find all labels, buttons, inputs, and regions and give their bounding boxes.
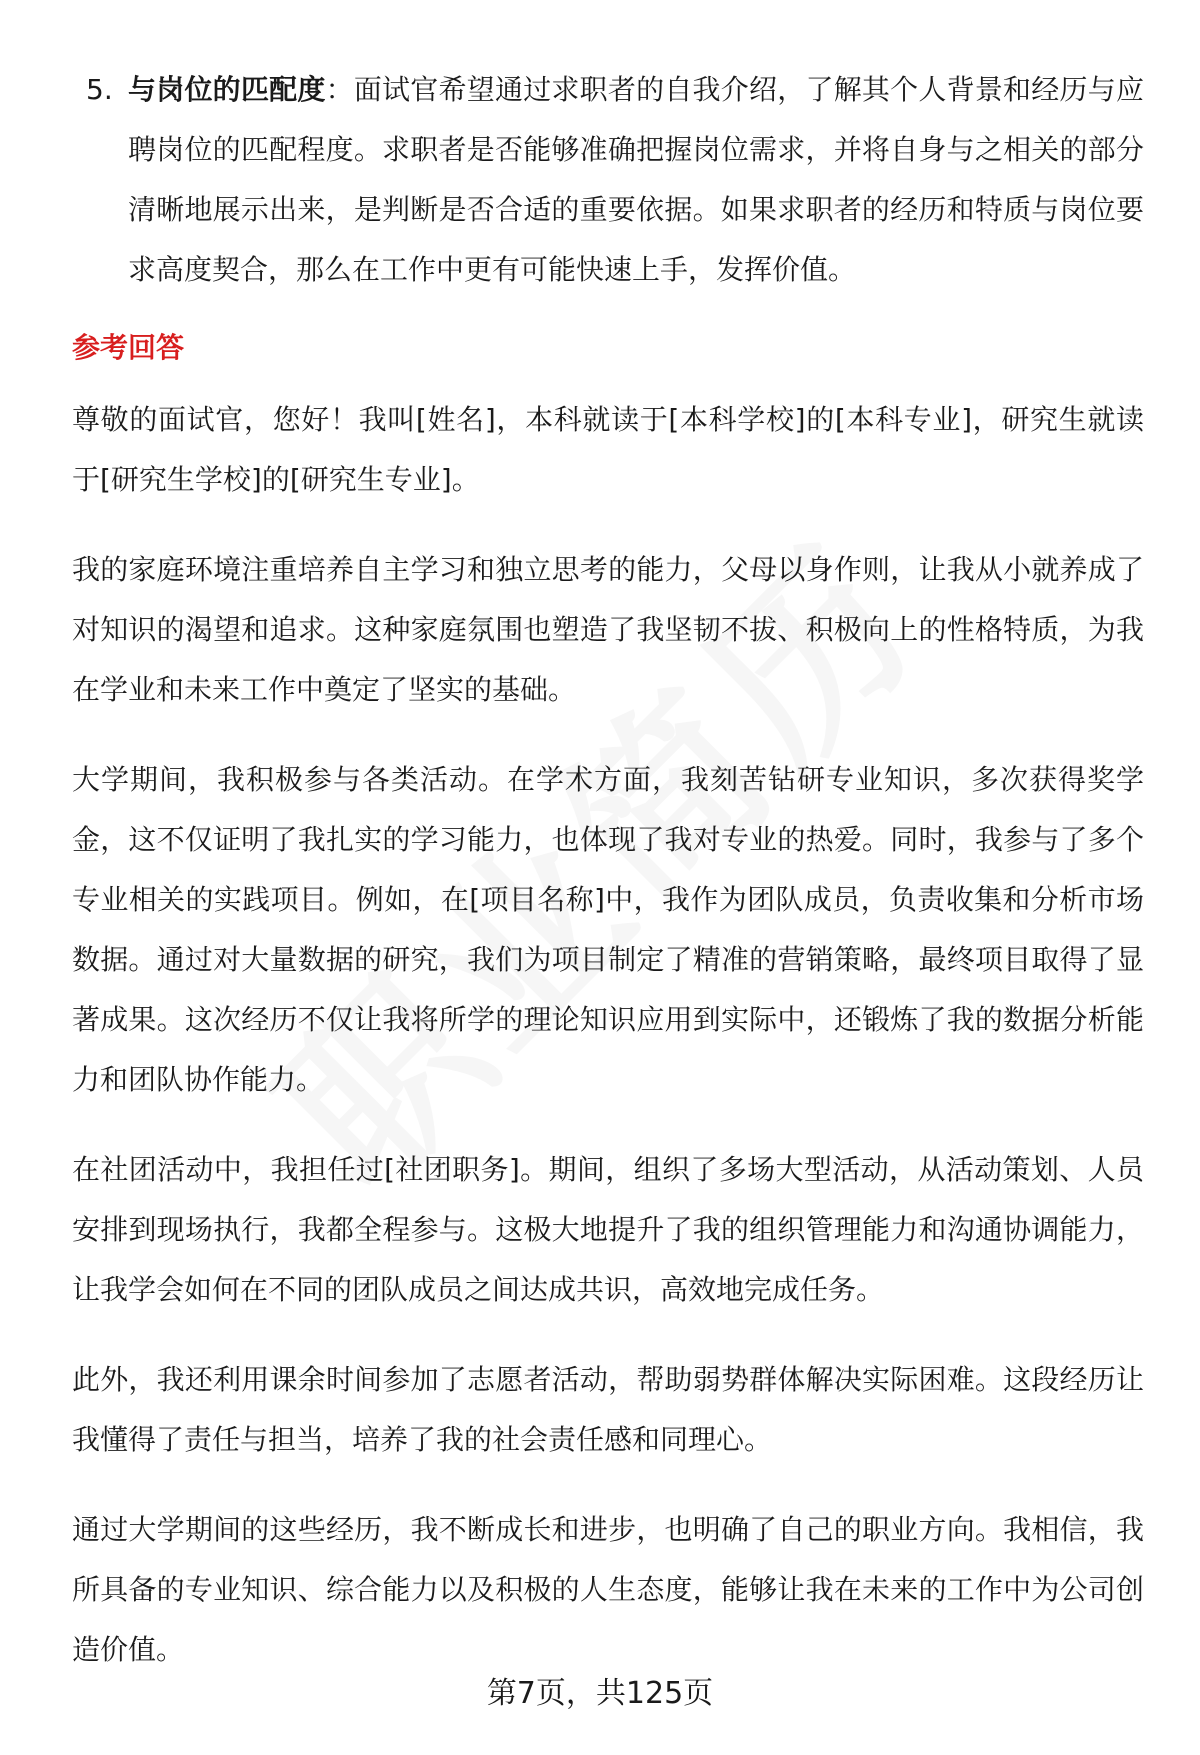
paragraph-club: 在社团活动中，我担任过[社团职务]。期间，组织了多场大型活动，从活动策划、人员安排到现场执行，我都全程参与。这极大地提升了我的组织管理能力和沟通协调能力，让我学会如何在不同的团队成员之间达成共识，高效地完成任务。 xyxy=(72,1153,1144,1306)
list-item-term: 与岗位的匹配度 xyxy=(128,73,326,106)
section-heading-reference-answer: 参考回答 xyxy=(72,331,185,364)
document-page xyxy=(72,60,1144,1710)
paragraph-university: 大学期间，我积极参与各类活动。在学术方面，我刻苦钻研专业知识，多次获得奖学金，这不仅证明了我扎实的学习能力，也体现了我对专业的热爱。同时，我参与了多个专业相关的实践项目。例如，在[项目名称]中，我作为团队成员，负责收集和分析市场数据。通过对大量数据的研究，我们为项目制定了精准的营销策略，最终项目取得了显著成果。这次经历不仅让我将所学的理论知识应用到实际中，还锻炼了我的数据分析能力和团队协作能力。 xyxy=(72,763,1144,1096)
paragraph-greeting: 尊敬的面试官，您好！我叫[姓名]，本科就读于[本科学校]的[本科专业]，研究生就读于[研究生学校]的[研究生专业]。 xyxy=(72,403,1144,496)
term-separator: ： xyxy=(325,73,354,106)
page-number-footer: 第7页，共125页 xyxy=(486,1676,714,1711)
paragraph-volunteer: 此外，我还利用课余时间参加了志愿者活动，帮助弱势群体解决实际困难。这段经历让我懂得了责任与担当，培养了我的社会责任感和同理心。 xyxy=(72,1363,1144,1456)
paragraph-family: 我的家庭环境注重培养自主学习和独立思考的能力，父母以身作则，让我从小就养成了对知识的渴望和追求。这种家庭氛围也塑造了我坚韧不拔、积极向上的性格特质，为我在学业和未来工作中奠定了坚实的基础。 xyxy=(72,553,1144,706)
paragraph-conclusion: 通过大学期间的这些经历，我不断成长和进步，也明确了自己的职业方向。我相信，我所具备的专业知识、综合能力以及积极的人生态度，能够让我在未来的工作中为公司创造价值。 xyxy=(72,1513,1144,1666)
list-item-text: 面试官希望通过求职者的自我介绍，了解其个人背景和经历与应聘岗位的匹配程度。求职者是否能够准确把握岗位需求，并将自身与之相关的部分清晰地展示出来，是判断是否合适的重要依据。如果求职者的经历和特质与岗位要求高度契合，那么在工作中更有可能快速上手，发挥价值。 xyxy=(128,73,1144,286)
list-item-match-degree xyxy=(86,60,1144,300)
list-item-body xyxy=(128,60,1144,300)
list-number: 5. xyxy=(86,73,113,106)
